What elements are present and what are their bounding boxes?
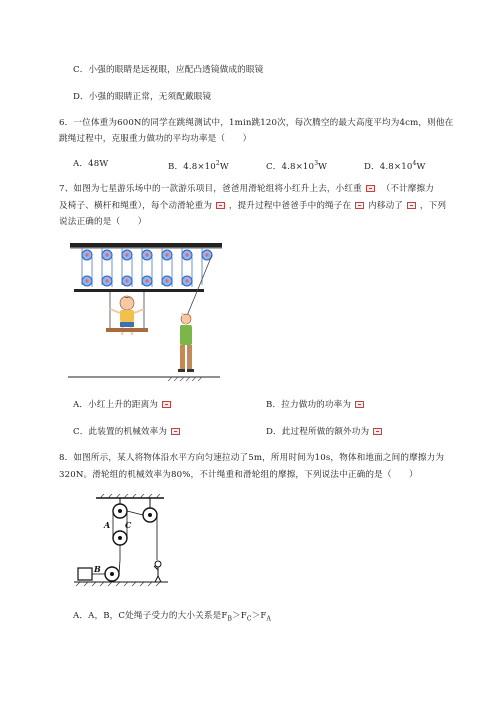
q6-option-c: C．$4.8\times 10^3W$ [266,160,328,172]
fig-label-a: A [104,520,111,530]
q7-option-b: B．拉力做功的功率为 [266,399,365,411]
q6-option-a: A．48W [73,159,109,169]
q8-option-a: A．A，B，C处绳子受力的大小关系是$F_B>F_C>F_A$ [73,611,271,623]
q8-pulley-figure [72,494,182,590]
q7-stem-line1: 7、如图为七星游乐场中的一款游乐项目，爸爸用滑轮组将小红升上去，小红重 （不计摩擦力 [59,184,435,194]
q7-stem-line2: 及椅子、横杆和绳重），每个动滑轮重为 ，提升过程中爸爸手中的绳子在 内移动了 ，下列 [59,201,447,211]
broken-image-icon [355,401,364,408]
broken-image-icon [171,428,180,435]
broken-image-icon [162,401,171,408]
q7-option-c: C．此装置的机械效率为 [73,426,181,438]
broken-image-icon [216,202,225,209]
q7-stem-line3: 说法正确的是（ ） [59,217,147,227]
q5-option-c: C．小强的眼睛是远视眼，应配凸透镜做成的眼镜 [73,65,264,75]
q7-option-a: A．小红上升的距离为 [73,399,172,411]
fig-label-c: C [125,520,132,530]
q5-option-d: D．小强的眼睛正常，无须配戴眼镜 [73,92,212,102]
broken-image-icon [355,202,364,209]
q6-option-d: D．$4.8\times 10^4W$ [364,160,426,172]
q6-option-b: B．$4.8\times 10^2W$ [168,160,229,172]
q6-stem-line2: 跳绳过程中，克服重力做功的平均功率是（ ） [59,134,252,144]
broken-image-icon [366,185,375,192]
q6-stem-line1: 6．一位体重为600N的同学在跳绳测试中，1min跳120次，每次腾空的最大高度平均为4cm，则他在 [59,118,454,128]
broken-image-icon [373,428,382,435]
q7-pulley-figure [62,237,230,382]
broken-image-icon [407,202,416,209]
q7-option-d: D．此过程所做的额外功为 [266,426,383,438]
q8-stem-line1: 8．如图所示，某人将物体沿水平方向匀速拉动了5m，所用时间为10s，物体和地面之间的摩擦力为 [59,453,445,463]
fig-label-b: B [94,564,101,574]
q8-stem-line2: 320N。滑轮组的机械效率为80%，不计绳重和滑轮组的摩擦，下列说法中正确的是（ ） [59,470,418,480]
